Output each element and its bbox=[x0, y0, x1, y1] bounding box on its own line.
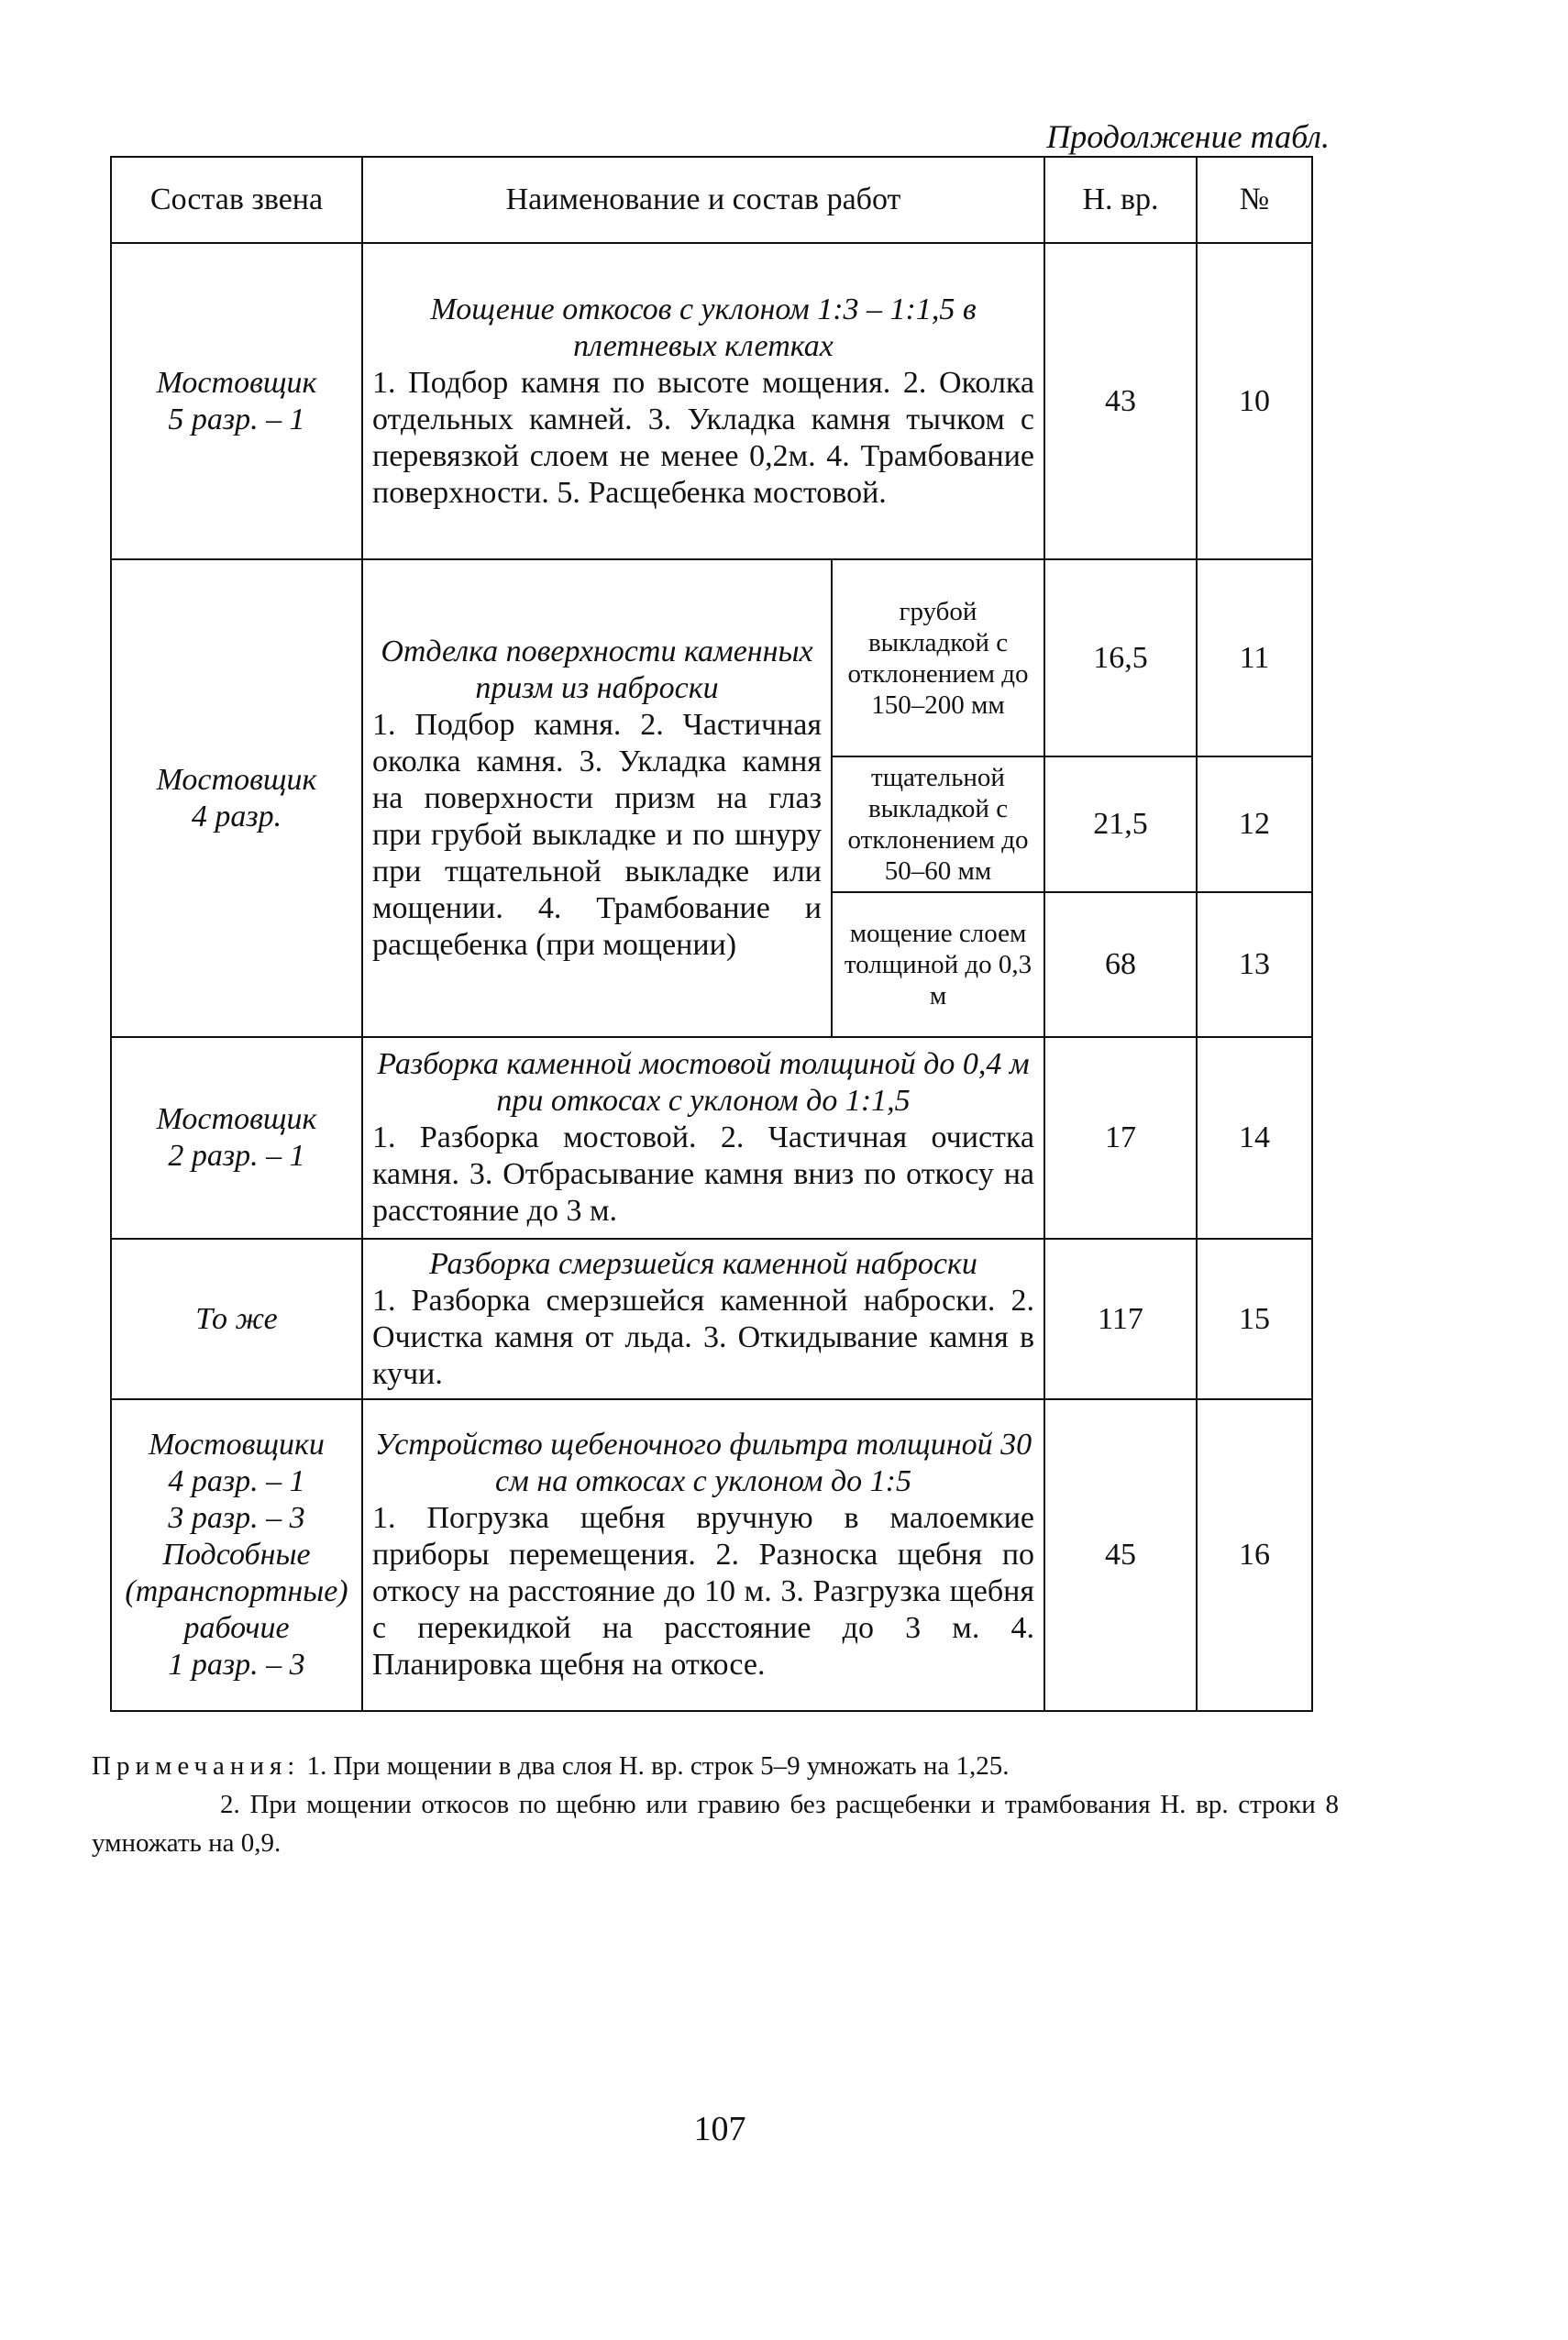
norm-value: 21,5 bbox=[1044, 756, 1197, 892]
crew-line: 5 разр. – 1 bbox=[168, 402, 305, 436]
crew-line: Мостовщики bbox=[149, 1428, 325, 1462]
crew-line: То же bbox=[195, 1301, 278, 1336]
work-title: Разборка каменной мостовой толщиной до 0,4 м при откосах с уклоном до 1:1,5 bbox=[377, 1047, 1030, 1118]
crew-line: Мостовщик bbox=[156, 1102, 317, 1136]
norm-value: 16,5 bbox=[1044, 559, 1197, 756]
page-number: 107 bbox=[693, 2110, 746, 2148]
work-operations: 1. Погрузка щебня вручную в малоемкие приборы перемещения. 2. Разноска щебня по откосу на расстояние до 10 м. 3. Разгрузка щебня с перекидкой на расстояние до 3 м. 4. Планировка щебня на откосе. bbox=[372, 1501, 1035, 1682]
row-number: 16 bbox=[1197, 1399, 1312, 1711]
note-1-text: 1. При мощении в два слоя Н. вр. строк 5–9 умножать на 1,25. bbox=[306, 1751, 1010, 1781]
crew-line: 2 разр. – 1 bbox=[168, 1139, 305, 1173]
row-number: 11 bbox=[1197, 559, 1312, 756]
crew-line: 1 разр. – 3 bbox=[168, 1648, 305, 1682]
crew-cell bbox=[111, 1239, 362, 1399]
table-notes bbox=[92, 1747, 1339, 1862]
crew-line: Мостовщик bbox=[156, 365, 317, 400]
norm-value: 68 bbox=[1044, 892, 1197, 1037]
work-operations: 1. Подбор камня. 2. Частичная околка камня. 3. Укладка камня на поверхности призм на глаз при грубой выкладке и по шнуру при тщательной выкладке или мощении. 4. Трамбование и расщебенка (при мощении) bbox=[372, 707, 822, 962]
note-2: 2. При мощении откосов по щебню или гравию без расщебенки и трамбования Н. вр. строки 8 умножать на 0,9. bbox=[92, 1790, 1339, 1858]
work-norms-table bbox=[110, 156, 1313, 1712]
norm-value: 43 bbox=[1044, 243, 1197, 559]
crew-line: Подсобные (транспортные) рабочие bbox=[125, 1538, 348, 1645]
row-number: 15 bbox=[1197, 1239, 1312, 1399]
header-no: № bbox=[1197, 157, 1312, 243]
crew-line: 4 разр. – 1 bbox=[168, 1464, 305, 1498]
crew-line: Мостовщик bbox=[156, 762, 317, 797]
note-1 bbox=[92, 1747, 1339, 1785]
table-row bbox=[111, 1239, 1312, 1399]
condition-cell: тщательной выкладкой с отклонением до 50–60 мм bbox=[832, 756, 1044, 892]
row-number: 12 bbox=[1197, 756, 1312, 892]
table-row bbox=[111, 1399, 1312, 1711]
crew-line: 3 разр. – 3 bbox=[168, 1501, 305, 1535]
work-cell bbox=[362, 1399, 1044, 1711]
work-title: Отделка поверхности каменных призм из наброски bbox=[381, 634, 813, 705]
work-cell bbox=[362, 1239, 1044, 1399]
work-title: Устройство щебеночного фильтра толщиной 30 см на откосах с уклоном до 1:5 bbox=[374, 1428, 1032, 1498]
crew-cell bbox=[111, 559, 362, 1037]
table-row bbox=[111, 1037, 1312, 1239]
work-operations: 1. Разборка мостовой. 2. Частичная очистка камня. 3. Отбрасывание камня вниз по откосу на расстояние до 3 м. bbox=[372, 1120, 1035, 1228]
header-crew: Состав звена bbox=[111, 157, 362, 243]
work-title: Разборка смерзшейся каменной наброски bbox=[429, 1246, 977, 1281]
table-header-row bbox=[111, 157, 1312, 243]
crew-cell bbox=[111, 243, 362, 559]
norm-value: 117 bbox=[1044, 1239, 1197, 1399]
table-row bbox=[111, 559, 1312, 756]
row-number: 14 bbox=[1197, 1037, 1312, 1239]
notes-heading: Примечания: bbox=[92, 1751, 301, 1781]
row-number: 10 bbox=[1197, 243, 1312, 559]
work-operations: 1. Подбор камня по высоте мощения. 2. Околка отдельных камней. 3. Укладка камня тычком с перевязкой слоем не менее 0,2м. 4. Трамбование поверхности. 5. Расщебенка мостовой. bbox=[372, 365, 1035, 510]
norm-value: 17 bbox=[1044, 1037, 1197, 1239]
work-operations: 1. Разборка смерзшейся каменной наброски. 2. Очистка камня от льда. 3. Откидывание камня в кучи. bbox=[372, 1283, 1035, 1391]
row-number: 13 bbox=[1197, 892, 1312, 1037]
work-cell bbox=[362, 559, 832, 1037]
work-cell bbox=[362, 243, 1044, 559]
norm-value: 45 bbox=[1044, 1399, 1197, 1711]
condition-cell: мощение слоем толщиной до 0,3 м bbox=[832, 892, 1044, 1037]
continuation-label: Продолжение табл. bbox=[1046, 118, 1330, 155]
crew-cell bbox=[111, 1037, 362, 1239]
header-work: Наименование и состав работ bbox=[362, 157, 1044, 243]
crew-line: 4 разр. bbox=[191, 799, 282, 833]
header-norm: Н. вр. bbox=[1044, 157, 1197, 243]
table-row bbox=[111, 243, 1312, 559]
condition-cell: грубой выкладкой с отклонением до 150–200 мм bbox=[832, 559, 1044, 756]
work-cell bbox=[362, 1037, 1044, 1239]
work-title: Мощение откосов с уклоном 1:3 – 1:1,5 в плетневых клетках bbox=[430, 292, 977, 363]
crew-cell bbox=[111, 1399, 362, 1711]
